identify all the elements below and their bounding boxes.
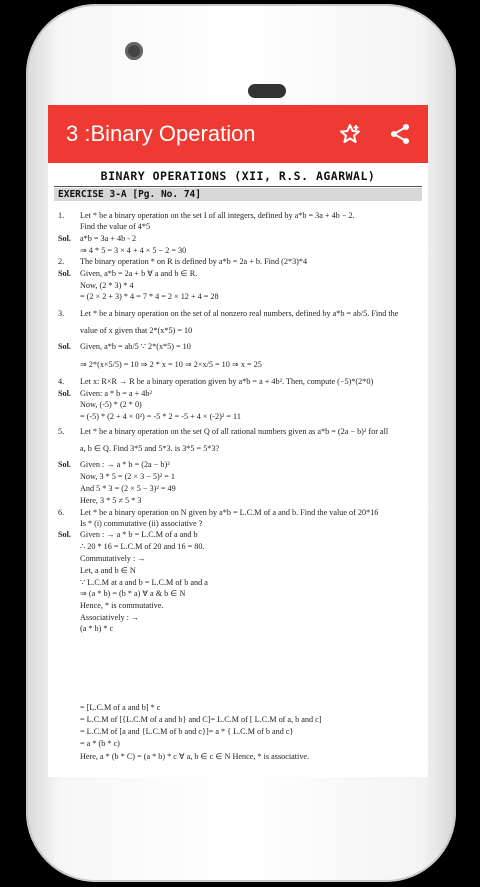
- line-text: Given : → a * b = L.C.M of a and b: [80, 530, 198, 539]
- document-line: [58, 309, 398, 320]
- document-line: [58, 739, 120, 750]
- line-number: Sol.: [58, 389, 71, 398]
- line-text: ⇒ 4 * 5 = 3 × 4 + 4 × 5 − 2 = 30: [80, 246, 187, 255]
- line-text: value of x given that 2*(x*5) = 10: [80, 326, 193, 335]
- document-line: [58, 530, 198, 541]
- line-text: ∵ L.C.M at a and b = L.C.M of b and a: [80, 578, 208, 587]
- document-line: [58, 246, 186, 257]
- document-line: [58, 269, 197, 280]
- line-text: Let * be a binary operation on the set Q of all rational numbers given as a*b = (2a − b)² for all: [80, 427, 389, 436]
- line-text: Given: a * b = a + 4b²: [80, 389, 152, 398]
- line-number: 4.: [58, 377, 65, 386]
- line-text: Given, a*b = ab/5 ∵ 2*(x*5) = 10: [80, 342, 191, 351]
- line-number: Sol.: [58, 269, 71, 278]
- line-text: = (-5) * (2 + 4 × 0²) = -5 * 2 = -5 + 4 × (-2)² = 11: [80, 412, 241, 421]
- document-header: BINARY OPERATIONS (XII, R.S. AGARWAL): [100, 169, 376, 183]
- document-line: [58, 601, 163, 612]
- document-line: [58, 542, 205, 553]
- document-line: [58, 715, 322, 726]
- front-camera: [125, 42, 143, 60]
- earpiece-speaker: [248, 84, 286, 98]
- star-outline-icon[interactable]: [338, 122, 362, 146]
- line-text: Now, (2 * 3) * 4: [80, 281, 134, 290]
- document-line: [58, 460, 170, 471]
- line-text: Let * be a binary operation on the set of al nonzero real numbers, defined by a*b = ab/5. Find the: [80, 309, 399, 318]
- page-cut: [48, 771, 428, 777]
- line-text: Given, a*b = 2a + b ∀ a and b ∈ R.: [80, 269, 198, 278]
- line-text: Is * (i) commutative (ii) associative ?: [80, 519, 203, 528]
- line-text: Given : → a * b = (2a − b)²: [80, 460, 170, 469]
- document-line: [58, 496, 141, 507]
- line-text: The binary operation * on R is defined by a*b = 2a + b. Find (2*3)*4: [80, 257, 308, 266]
- document-line: [58, 752, 309, 763]
- line-text: Here, 3 * 5 ≠ 5 * 3: [80, 496, 142, 505]
- line-number: 3.: [58, 309, 65, 318]
- line-text: Now, (-5) * (2 * 0): [80, 400, 142, 409]
- document-line: [58, 427, 388, 438]
- line-text: (a * b) * c: [80, 624, 114, 633]
- line-text: = (2 × 2 + 3) * 4 = 7 * 4 = 2 × 12 + 4 = 28: [80, 292, 219, 301]
- line-text: ⇒ (a * b) = (b * a) ∀ a & b ∈ N: [80, 589, 186, 598]
- document-line: [58, 257, 307, 268]
- line-text: Let * be a binary operation on the set I of all integers, defined by a*b = 3a + 4b − 2.: [80, 211, 355, 220]
- line-text: Let * be a binary operation on N given by a*b = L.C.M of a and b. Find the value of 20*16: [80, 508, 379, 517]
- line-text: Let x: R×R → R be a binary operation given by a*b = a + 4b². Then, compute (−5)*(2*0): [80, 377, 374, 386]
- document-line: [58, 508, 378, 519]
- line-text: And 5 * 3 = (2 × 5 − 3)² = 49: [80, 484, 176, 493]
- document-line: [58, 326, 192, 337]
- line-number: 5.: [58, 427, 65, 436]
- document-line: [58, 727, 293, 738]
- app-screen: [48, 105, 428, 777]
- document-line: [58, 400, 142, 411]
- document-line: [58, 360, 262, 371]
- line-text: Now, 3 * 5 = (2 × 3 − 5)² = 1: [80, 472, 175, 481]
- document-line: [58, 703, 160, 714]
- line-text: = L.C.M of [a and {L.C.M of b and c}]= a * { L.C.M of b and c}: [80, 727, 294, 736]
- line-text: a, b ∈ Q. Find 3*5 and 5*3. is 3*5 = 5*3?: [80, 444, 220, 453]
- line-number: 6.: [58, 508, 65, 517]
- line-text: Commutatively : →: [80, 554, 146, 563]
- line-number: 2.: [58, 257, 65, 266]
- header-divider: [54, 186, 422, 187]
- document-line: [58, 519, 202, 530]
- line-text: Hence, * is commutative.: [80, 601, 164, 610]
- document-line: [58, 624, 113, 635]
- line-text: Here, a * (b * C) = (a * b) * c ∀ a, b ∈ c ∈ N Hence, * is associative.: [80, 752, 310, 761]
- document-line: [58, 578, 208, 589]
- line-number: 1.: [58, 211, 65, 220]
- line-text: a*b = 3a + 4b - 2: [80, 234, 137, 243]
- document-line: [58, 222, 150, 233]
- app-bar: [48, 105, 428, 163]
- line-text: = L.C.M of [{L.C.M of a and b} and C]= L.C.M of [ L.C.M of a, b and c]: [80, 715, 322, 724]
- line-text: = a * (b * c): [80, 739, 120, 748]
- document-line: [58, 292, 219, 303]
- document-line: [58, 484, 176, 495]
- document-line: [58, 444, 219, 455]
- document-page[interactable]: [48, 169, 428, 761]
- document-line: [58, 211, 355, 222]
- document-line: [58, 554, 146, 565]
- app-title: 3 :Binary Operation: [66, 121, 256, 146]
- line-number: Sol.: [58, 530, 71, 539]
- line-text: ⇒ 2*(x×5/5) = 10 ⇒ 2 * x = 10 ⇒ 2×x/5 = 10 ⇒ x = 25: [80, 360, 262, 369]
- document-line: [58, 342, 191, 353]
- line-text: Find the value of 4*5: [80, 222, 151, 231]
- document-line: [58, 412, 241, 423]
- document-line: [58, 377, 373, 388]
- line-number: Sol.: [58, 234, 71, 243]
- document-line: [58, 472, 175, 483]
- line-text: Let, a and b ∈ N: [80, 566, 136, 575]
- document-line: [58, 234, 136, 245]
- line-number: Sol.: [58, 342, 71, 351]
- document-line: [58, 566, 136, 577]
- document-line: [58, 389, 152, 400]
- line-text: = [L.C.M of a and b] * c: [80, 703, 161, 712]
- exercise-heading: EXERCISE 3-A [Pg. No. 74]: [54, 188, 422, 201]
- line-number: Sol.: [58, 460, 71, 469]
- line-text: ∴ 20 * 16 = L.C.M of 20 and 16 = 80.: [80, 542, 205, 551]
- document-line: [58, 613, 139, 624]
- line-text: Associatively : →: [80, 613, 140, 622]
- document-line: [58, 589, 185, 600]
- share-icon[interactable]: [388, 122, 412, 146]
- document-line: [58, 281, 134, 292]
